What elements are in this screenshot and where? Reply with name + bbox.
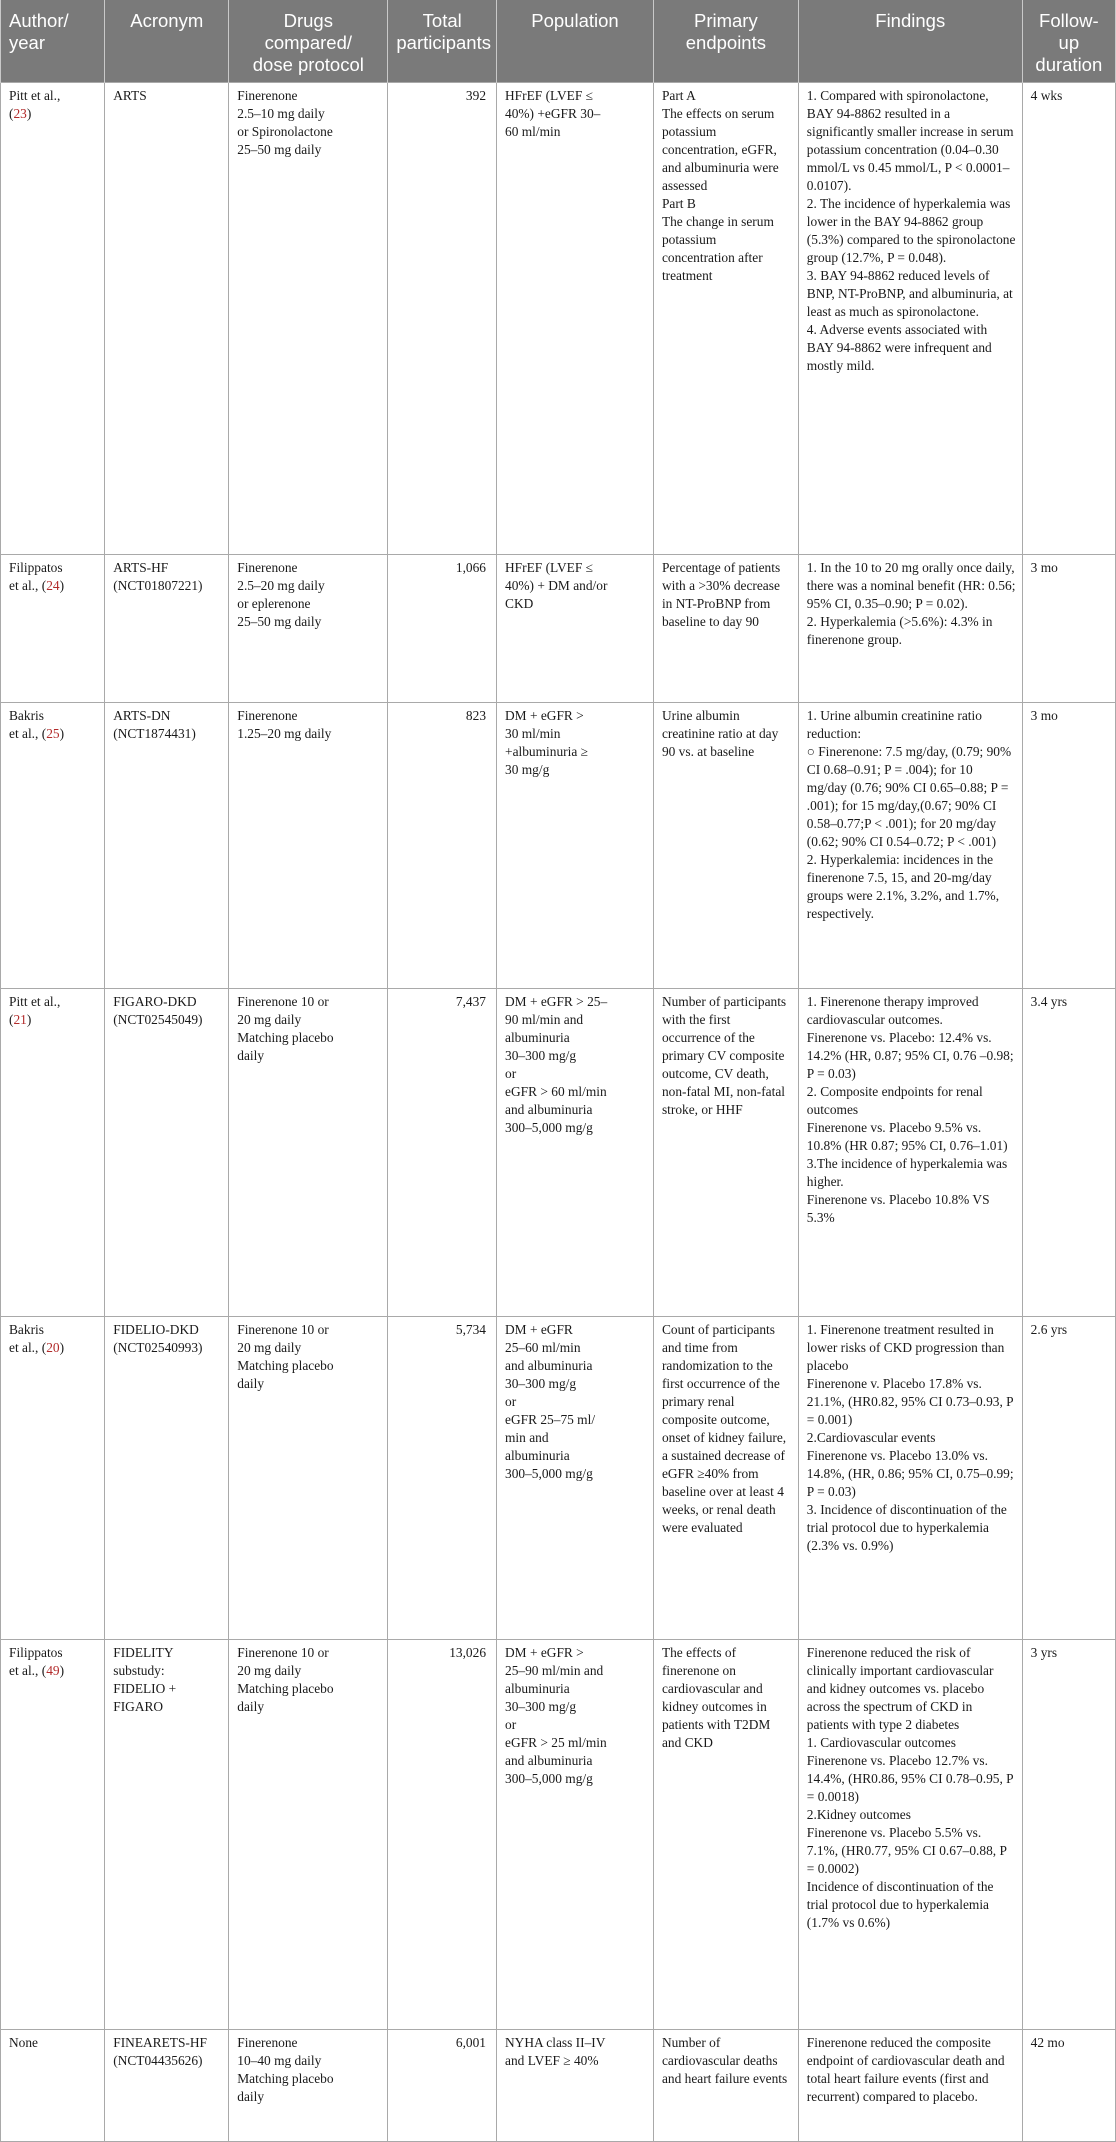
header-row [1, 0, 1116, 83]
header-acronym: Acronym [105, 0, 229, 83]
header-drugs: Drugs compared/ dose protocol [229, 0, 388, 83]
author-text-end: ) [59, 1340, 65, 1355]
cell-acronym: ARTS-HF (NCT01807221) [105, 555, 229, 703]
cell-drugs: Finerenone 1.25–20 mg daily [229, 703, 388, 989]
table-row [1, 703, 1116, 989]
reference-link[interactable]: 21 [13, 1012, 27, 1027]
cell-author [1, 703, 105, 989]
author-text-end: ) [26, 106, 32, 121]
cell-author [1, 989, 105, 1317]
header-population: Population [497, 0, 654, 83]
cell-population: DM + eGFR > 30 ml/min +albuminuria ≥ 30 mg/g [497, 703, 654, 989]
reference-link[interactable]: 24 [46, 578, 60, 593]
cell-endpoints: Count of participants and time from randomization to the first occurrence of the primary renal composite outcome, onset of kidney failure, a sustained decrease of eGFR ≥40% from baseline over at least 4 weeks, or renal death were evaluated [653, 1317, 798, 1640]
cell-total: 6,001 [388, 2030, 497, 2142]
cell-drugs: Finerenone 2.5–10 mg daily or Spironolactone 25–50 mg daily [229, 83, 388, 555]
cell-total: 823 [388, 703, 497, 989]
cell-population: DM + eGFR > 25–90 ml/min and albuminuria 30–300 mg/g or eGFR > 25 ml/min and albuminuria 300–5,000 mg/g [497, 1640, 654, 2030]
cell-acronym: ARTS [105, 83, 229, 555]
author-text: Filippatos et al., ( [9, 1645, 63, 1678]
cell-findings: 1. Compared with spironolactone, BAY 94-8862 resulted in a significantly smaller increase in serum potassium concentration (0.04–0.30 mmol/L vs 0.45 mmol/L, P < 0.0001–0.0107). 2. The incidence of hyperkalemia was lower in the BAY 94-8862 group (5.3%) compared to the spironolactone group (12.7%, P = 0.048). 3. BAY 94-8862 reduced levels of BNP, NT-ProBNP, and albuminuria, at least as much as spironolactone. 4. Adverse events associated with BAY 94-8862 were infrequent and mostly mild. [798, 83, 1022, 555]
cell-endpoints: Urine albumin creatinine ratio at day 90 vs. at baseline [653, 703, 798, 989]
cell-author [1, 1317, 105, 1640]
cell-followup: 3.4 yrs [1022, 989, 1115, 1317]
cell-findings: Finerenone reduced the risk of clinically important cardiovascular and kidney outcomes vs. placebo across the spectrum of CKD in patients with type 2 diabetes 1. Cardiovascular outcomes Finerenone vs. Placebo 12.7% vs. 14.4%, (HR0.86, 95% CI 0.78–0.95, P = 0.0018) 2.Kidney outcomes Finerenone vs. Placebo 5.5% vs. 7.1%, (HR0.77, 95% CI 0.67–0.88, P = 0.0002) Incidence of discontinuation of the trial protocol due to hyperkalemia (1.7% vs 0.6%) [798, 1640, 1022, 2030]
cell-followup: 3 yrs [1022, 1640, 1115, 2030]
cell-drugs: Finerenone 10 or 20 mg daily Matching placebo daily [229, 1640, 388, 2030]
reference-link[interactable]: 20 [46, 1340, 60, 1355]
cell-endpoints: Number of participants with the first occurrence of the primary CV composite outcome, CV death, non-fatal MI, non-fatal stroke, or HHF [653, 989, 798, 1317]
table-row [1, 1640, 1116, 2030]
author-text-end: ) [59, 578, 65, 593]
cell-population: NYHA class II–IV and LVEF ≥ 40% [497, 2030, 654, 2142]
cell-endpoints: Percentage of patients with a >30% decrease in NT-ProBNP from baseline to day 90 [653, 555, 798, 703]
table-row [1, 989, 1116, 1317]
author-text: Bakris et al., ( [9, 708, 47, 741]
cell-findings: 1. In the 10 to 20 mg orally once daily, there was a nominal benefit (HR: 0.56; 95% CI, 0.35–0.90; P = 0.02). 2. Hyperkalemia (>5.6%): 4.3% in finerenone group. [798, 555, 1022, 703]
cell-findings: Finerenone reduced the composite endpoint of cardiovascular death and total heart failure events (first and recurrent) compared to placebo. [798, 2030, 1022, 2142]
table-row [1, 1317, 1116, 1640]
cell-acronym: FIDELITY substudy: FIDELIO + FIGARO [105, 1640, 229, 2030]
cell-population: HFrEF (LVEF ≤ 40%) + DM and/or CKD [497, 555, 654, 703]
cell-findings: 1. Urine albumin creatinine ratio reduction: ○ Finerenone: 7.5 mg/day, (0.79; 90% CI 0.68–0.91; P = .004); for 10 mg/day (0.76; 90% CI 0.65–0.88; P = .001); for 15 mg/day,(0.67; 90% CI 0.58–0.77;P < .001); for 20 mg/day (0.62; 90% CI 0.54–0.72; P < .001) 2. Hyperkalemia: incidences in the finerenone 7.5, 15, and 20-mg/day groups were 2.1%, 3.2%, and 1.7%, respectively. [798, 703, 1022, 989]
header-total-participants: Total participants [388, 0, 497, 83]
cell-total: 392 [388, 83, 497, 555]
reference-link[interactable]: 25 [46, 726, 60, 741]
author-text: Filippatos et al., ( [9, 560, 63, 593]
cell-acronym: FINEARETS-HF (NCT04435626) [105, 2030, 229, 2142]
cell-author [1, 1640, 105, 2030]
header-primary-endpoints: Primary endpoints [653, 0, 798, 83]
cell-followup: 4 wks [1022, 83, 1115, 555]
cell-findings: 1. Finerenone therapy improved cardiovascular outcomes. Finerenone vs. Placebo: 12.4% vs. 14.2% (HR, 0.87; 95% CI, 0.76 –0.98; P = 0.03) 2. Composite endpoints for renal outcomes Finerenone vs. Placebo 9.5% vs. 10.8% (HR 0.87; 95% CI, 0.76–1.01) 3.The incidence of hyperkalemia was higher. Finerenone vs. Placebo 10.8% VS 5.3% [798, 989, 1022, 1317]
cell-drugs: Finerenone 2.5–20 mg daily or eplerenone 25–50 mg daily [229, 555, 388, 703]
cell-author [1, 2030, 105, 2142]
cell-findings: 1. Finerenone treatment resulted in lower risks of CKD progression than placebo Finerenone v. Placebo 17.8% vs. 21.1%, (HR0.82, 95% CI 0.73–0.93, P = 0.001) 2.Cardiovascular events Finerenone vs. Placebo 13.0% vs. 14.8%, (HR, 0.86; 95% CI, 0.75–0.99; P = 0.03) 3. Incidence of discontinuation of the trial protocol due to hyperkalemia (2.3% vs. 0.9%) [798, 1317, 1022, 1640]
table-row [1, 555, 1116, 703]
cell-endpoints: Number of cardiovascular deaths and heart failure events [653, 2030, 798, 2142]
cell-followup: 2.6 yrs [1022, 1317, 1115, 1640]
cell-total: 1,066 [388, 555, 497, 703]
cell-followup: 3 mo [1022, 555, 1115, 703]
cell-endpoints: Part A The effects on serum potassium concentration, eGFR, and albuminuria were assessed Part B The change in serum potassium concentration after treatment [653, 83, 798, 555]
cell-endpoints: The effects of finerenone on cardiovascular and kidney outcomes in patients with T2DM and CKD [653, 1640, 798, 2030]
reference-link[interactable]: 23 [13, 106, 27, 121]
cell-author [1, 83, 105, 555]
cell-total: 13,026 [388, 1640, 497, 2030]
cell-total: 5,734 [388, 1317, 497, 1640]
cell-author [1, 555, 105, 703]
header-findings: Findings [798, 0, 1022, 83]
author-text: Pitt et al., ( [9, 994, 61, 1027]
cell-acronym: FIDELIO-DKD (NCT02540993) [105, 1317, 229, 1640]
author-text: Bakris et al., ( [9, 1322, 47, 1355]
cell-population: HFrEF (LVEF ≤ 40%) +eGFR 30– 60 ml/min [497, 83, 654, 555]
cell-population: DM + eGFR > 25– 90 ml/min and albuminuria 30–300 mg/g or eGFR > 60 ml/min and albuminuria 300–5,000 mg/g [497, 989, 654, 1317]
author-text: Pitt et al., ( [9, 88, 61, 121]
cell-acronym: ARTS-DN (NCT1874431) [105, 703, 229, 989]
author-text-end: ) [26, 1012, 32, 1027]
header-follow-up: Follow- up duration [1022, 0, 1115, 83]
cell-followup: 42 mo [1022, 2030, 1115, 2142]
cell-total: 7,437 [388, 989, 497, 1317]
author-text-end: ) [59, 1663, 65, 1678]
author-text: None [9, 2035, 39, 2050]
cell-acronym: FIGARO-DKD (NCT02545049) [105, 989, 229, 1317]
author-text-end: ) [59, 726, 65, 741]
cell-population: DM + eGFR 25–60 ml/min and albuminuria 30–300 mg/g or eGFR 25–75 ml/ min and albuminuria 300–5,000 mg/g [497, 1317, 654, 1640]
cell-drugs: Finerenone 10 or 20 mg daily Matching placebo daily [229, 1317, 388, 1640]
table-row [1, 83, 1116, 555]
cell-drugs: Finerenone 10–40 mg daily Matching placebo daily [229, 2030, 388, 2142]
cell-drugs: Finerenone 10 or 20 mg daily Matching placebo daily [229, 989, 388, 1317]
reference-link[interactable]: 49 [46, 1663, 60, 1678]
table-row [1, 2030, 1116, 2142]
cell-followup: 3 mo [1022, 703, 1115, 989]
header-author-year: Author/ year [1, 0, 105, 83]
